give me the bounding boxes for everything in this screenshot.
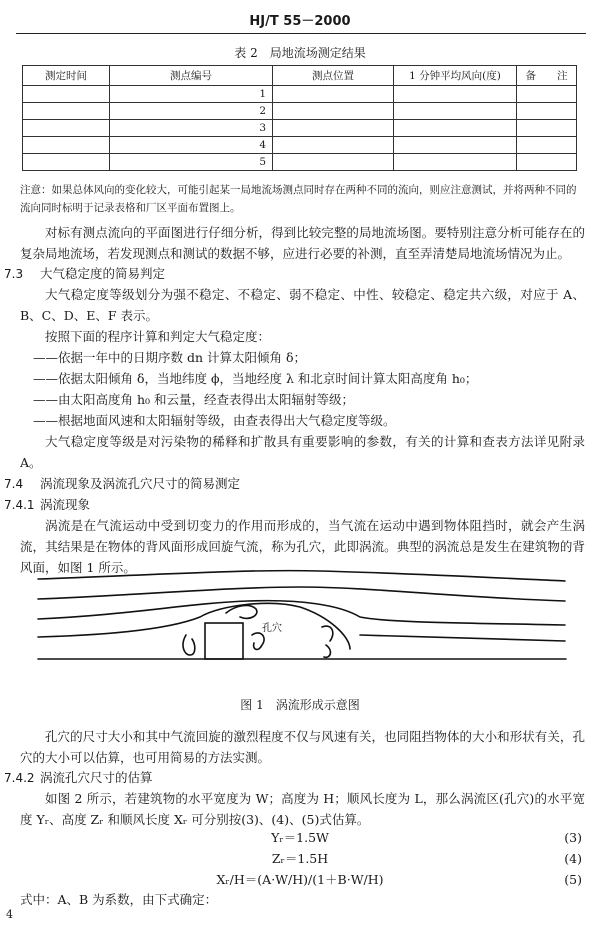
table-cell (517, 137, 577, 154)
cavity-label: 孔穴 (262, 623, 282, 634)
paragraph-cavity: 孔穴的尺寸大小和其中气流回旋的激烈程度不仅与风速有关，也同阻挡物体的大小和形状有关，孔穴的大小可以估算，也可用简易的方法实测。 (20, 729, 585, 765)
table-cell (23, 103, 110, 120)
section-title: 涡流现象及涡流孔穴尺寸的简易测定 (40, 476, 241, 491)
streamline (360, 635, 565, 641)
point-number-cell: 4 (110, 137, 273, 154)
table-row (23, 154, 577, 171)
table-cell (394, 154, 517, 171)
table-caption: 表 2 局地流场测定结果 (234, 46, 366, 60)
section-number: 7.4 (4, 477, 24, 491)
vortex-figure (30, 565, 575, 675)
table-row (23, 86, 577, 103)
section-number: 7.4.1 (4, 498, 35, 512)
table-note: 注意：如果总体风向的变化较大，可能引起某一局地流场测点同时存在两种不同的流向，则应注意测试，并将两种不同的流向同时标明于记录表格和厂区平面布置图上。 (20, 184, 577, 214)
table-cell (394, 120, 517, 137)
paragraph-stability-note: 大气稳定度等级是对污染物的稀释和扩散具有重要影响的参数，有关的计算和查表方法详见附录 A。 (20, 434, 585, 470)
table-cell (23, 120, 110, 137)
equation-expression: Yᵣ＝1.5W (271, 830, 329, 845)
streamline (38, 601, 565, 625)
paragraph-stability-classes: 大气稳定度等级划分为强不稳定、不稳定、弱不稳定、中性、较稳定、稳定共六级，对应于 A、B、C、D、E、F 表示。 (20, 287, 585, 323)
table-cell (273, 120, 394, 137)
figure-caption: 图 1 涡流形成示意图 (240, 698, 360, 712)
section-7-4-heading (4, 473, 584, 495)
page-number: 4 (6, 908, 13, 921)
procedure-step: ——由太阳高度角 h₀ 和云量，经查表得出太阳辐射等级； (33, 392, 355, 407)
table-cell (273, 103, 394, 120)
table-cell (23, 154, 110, 171)
section-title: 涡流现象 (40, 497, 91, 512)
table-cell (394, 137, 517, 154)
equation-expression: Zᵣ＝1.5H (271, 851, 329, 866)
paragraph-vortex: 涡流是在气流运动中受到切变力的作用而形成的，当气流在运动中遇到物体阻挡时，就会产生涡流，其结果是在物体的背风面形成回旋气流，称为孔穴，此即涡流。典型的涡流总是发生在建筑物的背风面，如图 1 所示。 (20, 518, 585, 575)
table-cell (273, 137, 394, 154)
paragraph-where: 式中：A、B 为系数，由下式确定： (20, 892, 218, 907)
building (205, 623, 243, 659)
col-header: 备 注 (517, 66, 577, 86)
table-row (23, 103, 577, 120)
section-7-3-heading (4, 263, 584, 285)
streamline (38, 587, 565, 601)
table-cell (517, 103, 577, 120)
table-cell (517, 120, 577, 137)
equation-number: (3) (564, 830, 582, 845)
header-rule (16, 33, 586, 34)
equation-expression: Xᵣ/H＝(A·W/H)/(1＋B·W/H) (216, 872, 384, 887)
table-header-row (23, 66, 577, 86)
streamline (38, 571, 565, 581)
section-7-4-1-heading (4, 494, 584, 516)
paragraph-plan: 对标有测点流向的平面图进行仔细分析，得到比较完整的局地流场图。要特别注意分析可能存在的复杂局地流场，若发现测点和测试的数据不够，应进行必要的补测，直至弄清楚局地流场情况为止。 (20, 225, 585, 261)
procedure-step: ——根据地面风速和太阳辐射等级，由查表得出大气稳定度等级。 (33, 413, 396, 428)
procedure-step: ——依据太阳倾角 δ，当地纬度 ϕ，当地经度 λ 和北京时间计算太阳高度角 h₀； (33, 371, 478, 386)
table-cell (517, 86, 577, 103)
results-table (22, 65, 577, 171)
equation-number: (5) (564, 872, 582, 887)
col-header: 1 分钟平均风向(度) (394, 66, 517, 86)
vortex-loop (324, 645, 330, 657)
table-cell (394, 86, 517, 103)
table-cell (517, 154, 577, 171)
section-number: 7.3 (4, 267, 24, 281)
table-cell (23, 86, 110, 103)
point-number-cell: 1 (110, 86, 273, 103)
table-row (23, 120, 577, 137)
col-header: 测定时间 (23, 66, 110, 86)
col-header: 测点编号 (110, 66, 273, 86)
table-row (23, 137, 577, 154)
table-cell (273, 86, 394, 103)
section-title: 涡流孔穴尺寸的估算 (40, 770, 153, 785)
section-number: 7.4.2 (4, 771, 35, 785)
paragraph-procedure: 按照下面的程序计算和判定大气稳定度： (45, 329, 271, 344)
table-cell (394, 103, 517, 120)
vortex-loop (322, 626, 333, 641)
paragraph-estimate: 如图 2 所示，若建筑物的水平宽度为 W；高度为 H；顺风长度为 L，那么涡流区(孔穴)的水平宽度 Yᵣ、高度 Zᵣ 和顺风长度 Xᵣ 可分别按(3)、(4)、(5)式估算。 (20, 791, 585, 827)
point-number-cell: 3 (110, 120, 273, 137)
section-7-4-2-heading (4, 767, 584, 789)
vortex-loop (183, 635, 195, 655)
procedure-step: ——依据一年中的日期序数 dn 计算太阳倾角 δ； (33, 350, 306, 365)
equation-number: (4) (564, 851, 582, 866)
section-title: 大气稳定度的简易判定 (40, 266, 166, 281)
table-cell (273, 154, 394, 171)
point-number-cell: 2 (110, 103, 273, 120)
point-number-cell: 5 (110, 154, 273, 171)
page-header: HJ/T 55－2000 (249, 14, 351, 29)
vortex-loop (252, 633, 264, 650)
col-header: 测点位置 (273, 66, 394, 86)
table-cell (23, 137, 110, 154)
